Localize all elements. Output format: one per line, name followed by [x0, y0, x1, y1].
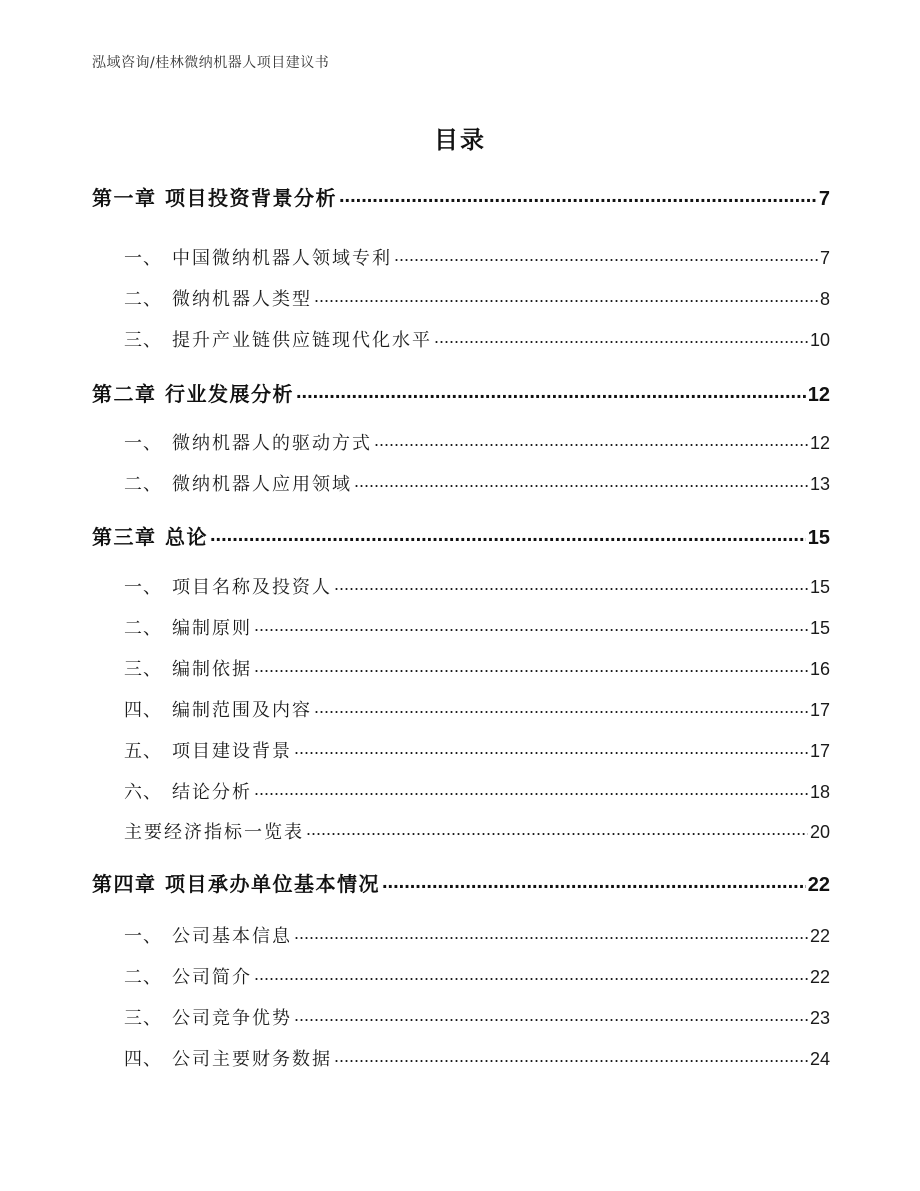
toc-entry-number: 二、 [124, 618, 162, 639]
toc-page-number: 12 [807, 384, 830, 406]
toc-entry-text: 第四章 项目承办单位基本情况 [92, 872, 380, 896]
toc-entry-number: 四、 [124, 700, 162, 721]
toc-entry-text: 提升产业链供应链现代化水平 [172, 330, 432, 351]
toc-section-1-1[interactable] [92, 244, 830, 272]
toc-page-number: 8 [819, 289, 830, 309]
running-header: 泓域咨询/桂林微纳机器人项目建议书 [92, 55, 330, 71]
toc-entry-text: 公司简介 [172, 967, 252, 988]
dot-leader [254, 964, 808, 985]
toc-chapter-4[interactable] [92, 868, 830, 898]
toc-section-3-4[interactable] [92, 696, 830, 724]
toc-entry-text: 主要经济指标一览表 [124, 822, 304, 843]
toc-section-3-5[interactable] [92, 737, 830, 765]
toc-page-number: 24 [809, 1049, 830, 1069]
toc-entry-text: 微纳机器人应用领域 [172, 474, 352, 495]
toc-entry-number: 一、 [124, 248, 162, 269]
toc-page-number: 23 [809, 1008, 830, 1028]
toc-chapter-2[interactable] [92, 378, 830, 408]
toc-section-3-6[interactable] [92, 778, 830, 806]
toc-entry-number: 四、 [124, 1049, 162, 1070]
dot-leader [294, 923, 808, 944]
toc-page-number: 15 [809, 618, 830, 638]
toc-entry-number: 三、 [124, 1008, 162, 1029]
toc-section-3-3[interactable] [92, 655, 830, 683]
toc-page-number: 22 [809, 926, 830, 946]
toc-entry-text: 中国微纳机器人领域专利 [172, 248, 392, 269]
dot-leader [314, 697, 808, 718]
toc-entry-text: 结论分析 [172, 782, 252, 803]
toc-page-number: 7 [818, 188, 830, 210]
toc-page-number: 17 [809, 700, 830, 720]
toc-chapter-1[interactable] [92, 182, 830, 212]
toc-page-number: 15 [809, 577, 830, 597]
dot-leader [354, 471, 808, 492]
toc-section-1-3[interactable] [92, 326, 830, 354]
toc-entry-number: 三、 [124, 659, 162, 680]
toc-entry-text: 项目名称及投资人 [172, 577, 332, 598]
toc-entry-number: 二、 [124, 289, 162, 310]
toc-entry-number: 三、 [124, 330, 162, 351]
dot-leader [254, 615, 808, 636]
toc-section-4-1[interactable] [92, 922, 830, 950]
dot-leader [314, 286, 818, 307]
toc-entry-text: 公司基本信息 [172, 926, 292, 947]
toc-page-number: 13 [809, 474, 830, 494]
toc-section-4-4[interactable] [92, 1045, 830, 1073]
toc-entry-number: 一、 [124, 577, 162, 598]
toc-entry-text: 编制依据 [172, 659, 252, 680]
toc-entry-text: 公司主要财务数据 [172, 1049, 332, 1070]
dot-leader [306, 819, 808, 840]
toc-page-number: 22 [809, 967, 830, 987]
toc-entry-text: 编制原则 [172, 618, 252, 639]
dot-leader [374, 430, 808, 451]
toc-page-number: 22 [807, 874, 830, 896]
dot-leader [254, 656, 808, 677]
dot-leader [382, 869, 806, 894]
toc-entry-text: 微纳机器人的驱动方式 [172, 433, 372, 454]
dot-leader [254, 779, 808, 800]
dot-leader [294, 1005, 808, 1026]
toc-entry-number: 二、 [124, 474, 162, 495]
toc-section-3-2[interactable] [92, 614, 830, 642]
toc-section-4-3[interactable] [92, 1004, 830, 1032]
toc-page-number: 10 [809, 330, 830, 350]
toc-chapter-3[interactable] [92, 521, 830, 551]
toc-section-1-2[interactable] [92, 285, 830, 313]
toc-section-4-2[interactable] [92, 963, 830, 991]
toc-entry-number: 二、 [124, 967, 162, 988]
dot-leader [294, 738, 808, 759]
toc-entry-number: 一、 [124, 926, 162, 947]
toc-title: 目录 [434, 126, 486, 154]
toc-entry-text: 微纳机器人类型 [172, 289, 312, 310]
toc-entry-text: 项目建设背景 [172, 741, 292, 762]
toc-page-number: 16 [809, 659, 830, 679]
dot-leader [334, 1046, 808, 1067]
toc-entry-text: 第一章 项目投资背景分析 [92, 186, 337, 210]
toc-section-3-1[interactable] [92, 573, 830, 601]
toc-section-2-1[interactable] [92, 429, 830, 457]
toc-page-number: 20 [809, 822, 830, 842]
toc-page-number: 15 [807, 527, 830, 549]
table-of-contents [92, 0, 830, 1191]
toc-section-2-2[interactable] [92, 470, 830, 498]
toc-entry-number: 六、 [124, 782, 162, 803]
toc-entry-text: 第二章 行业发展分析 [92, 382, 294, 406]
dot-leader [394, 245, 818, 266]
toc-entry-text: 第三章 总论 [92, 525, 208, 549]
dot-leader [339, 183, 817, 208]
dot-leader [434, 327, 808, 348]
dot-leader [296, 379, 806, 404]
toc-page-number: 7 [819, 248, 830, 268]
toc-entry-number: 一、 [124, 433, 162, 454]
toc-page-number: 12 [809, 433, 830, 453]
toc-page-number: 18 [809, 782, 830, 802]
toc-entry-number: 五、 [124, 741, 162, 762]
toc-section-3-7[interactable] [92, 818, 830, 846]
toc-entry-text: 公司竞争优势 [172, 1008, 292, 1029]
dot-leader [334, 574, 808, 595]
toc-entry-text: 编制范围及内容 [172, 700, 312, 721]
toc-page-number: 17 [809, 741, 830, 761]
dot-leader [210, 522, 806, 547]
